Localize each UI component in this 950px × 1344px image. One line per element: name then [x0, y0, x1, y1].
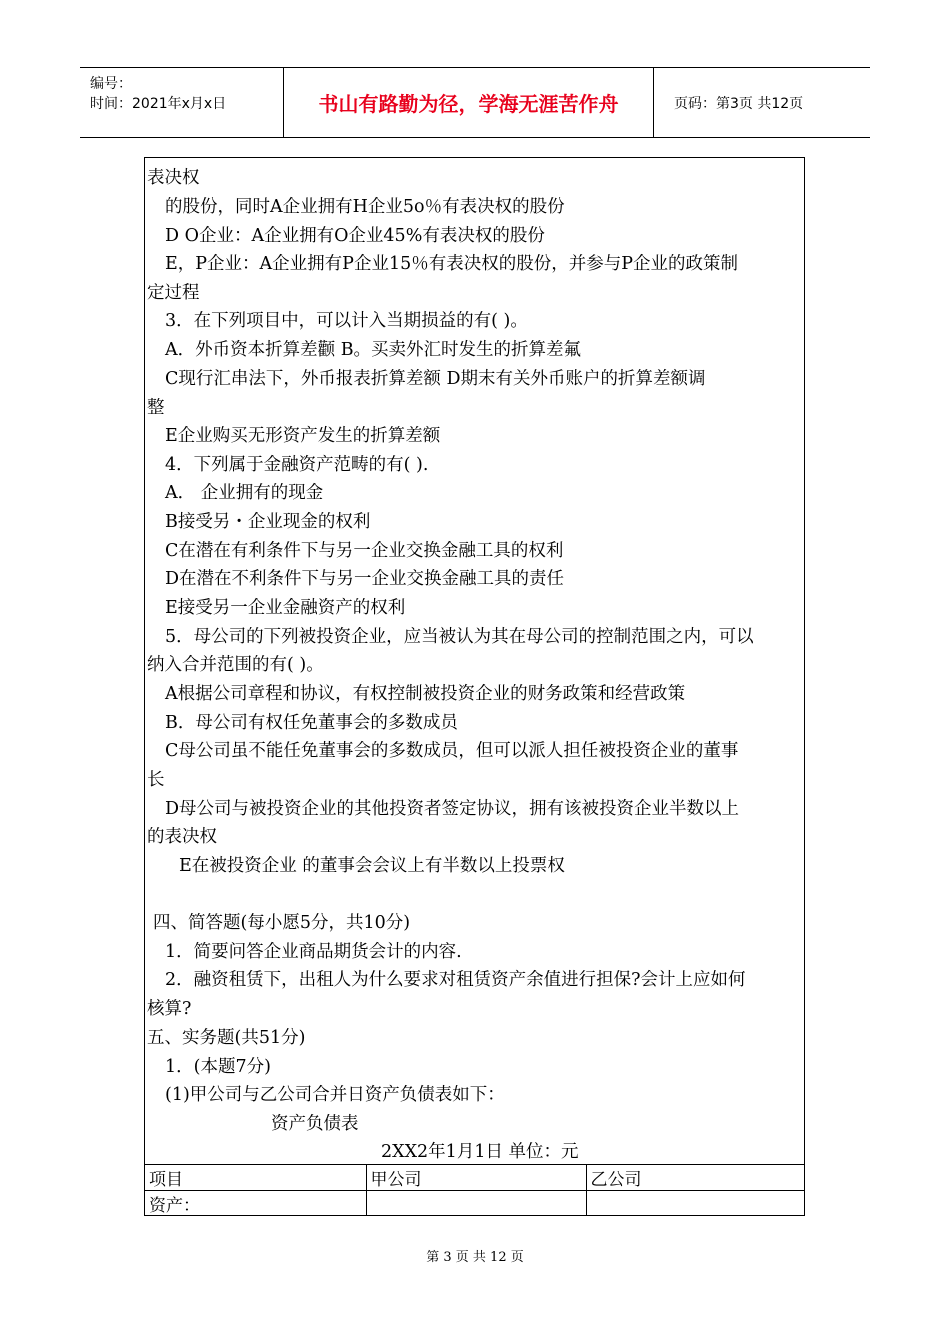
content-line: D母公司与被投资企业的其他投资者签定协议，拥有该被投资企业半数以上 [165, 799, 740, 819]
content-line: D在潜在不利条件下与另一企业交换金融工具的责任 [165, 569, 565, 589]
table-title: 资产负债表 [271, 1114, 359, 1134]
content-line: E，P企业：A企业拥有P企业15％有表决权的股份，并参与P企业的政策制 [165, 254, 739, 274]
table-header-cell: 乙公司 [586, 1165, 804, 1191]
content-line: C现行汇串法下，外币报表折算差额 D期末有关外币账户的折算差额调 [165, 369, 706, 389]
document-time-label: 时间：2021年x月x日 [90, 96, 227, 112]
content-line: 定过程 [147, 283, 200, 303]
content-line: 表决权 [147, 168, 200, 188]
content-line: E企业购买无形资产发生的折算差额 [165, 426, 441, 446]
content-line: 纳入合并范围的有( )。 [147, 655, 324, 675]
content-line: 2．融资租赁下，出租人为什么要求对租赁资产余值进行担保?会计上应如何 [165, 970, 746, 990]
header-meta [80, 68, 284, 137]
content-line: B接受另・企业现金的权利 [165, 512, 371, 532]
content-line: 4．下列属于金融资产范畴的有( ). [165, 455, 429, 475]
content-line: A．外币资本折算差颧 B。买卖外汇时发生的折算差氟 [165, 340, 582, 360]
content-line: 的股份，同时A企业拥有H企业5o％有表决权的股份 [165, 197, 565, 217]
table-cell: 资产： [145, 1191, 366, 1217]
content-line: 的表决权 [147, 827, 217, 847]
content-line: 核算? [147, 999, 192, 1019]
content-line: 1．简要问答企业商品期货会计的内容. [165, 942, 462, 962]
content-line: A． 企业拥有的现金 [165, 483, 324, 503]
page-footer: 第 3 页 共 12 页 [426, 1250, 524, 1265]
content-line: 长 [147, 770, 165, 790]
document-number-label: 编号： [90, 76, 132, 92]
content-line: 1．(本题7分) [165, 1057, 271, 1077]
content-line: B．母公司有权任免董事会的多数成员 [165, 713, 458, 733]
header-page-info [664, 68, 870, 137]
content-line: C母公司虽不能任免董事会的多数成员，但可以派人担任被投资企业的董事 [165, 741, 739, 761]
content-line: A根据公司章程和协议，有权控制被投资企业的财务政策和经营政策 [165, 684, 686, 704]
table-cell [586, 1191, 804, 1217]
balance-sheet-table [145, 1164, 804, 1216]
table-cell [366, 1191, 586, 1217]
content-line: C在潜在有利条件下与另一企业交换金融工具的权利 [165, 541, 564, 561]
content-box [144, 157, 805, 1216]
table-row [145, 1191, 804, 1217]
content-line: 5．母公司的下列被投资企业，应当被认为其在母公司的控制范围之内，可以 [165, 627, 754, 647]
page-header [80, 67, 870, 138]
page-info-text: 页码：第3页 共12页 [674, 95, 804, 112]
table-subtitle: 2XX2年1月1日 单位：元 [381, 1142, 579, 1162]
content-line: (1)甲公司与乙公司合并日资产负债表如下： [165, 1085, 505, 1105]
section-heading: 四、简答题(每小愿5分，共10分) [153, 913, 411, 933]
header-motto: 书山有路勤为径，学海无涯苦作舟 [284, 68, 654, 137]
content-line: 整 [147, 398, 165, 418]
content-line: 3．在下列项目中，可以计入当期损益的有( )。 [165, 311, 528, 331]
table-header-cell: 项目 [145, 1165, 366, 1191]
section-heading: 五、实务题(共51分) [147, 1028, 306, 1048]
content-line: E接受另一企业金融资产的权利 [165, 598, 406, 618]
table-header-cell: 甲公司 [366, 1165, 586, 1191]
content-line: E在被投资企业 的董事会会议上有半数以上投票权 [179, 856, 565, 876]
content-line: D O企业：A企业拥有O企业45%有表决权的股份 [165, 226, 545, 246]
table-header-row [145, 1165, 804, 1191]
